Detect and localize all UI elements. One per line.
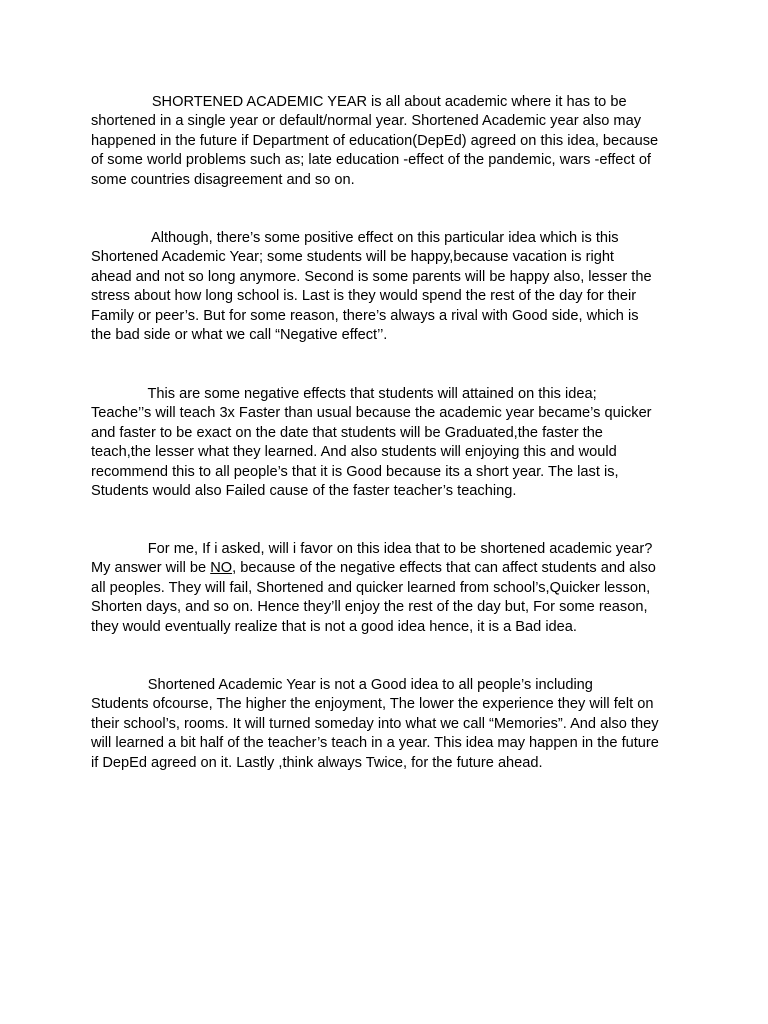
- paragraph-line: For me, If i asked, will i favor on this idea that to be shortened academic year?: [91, 541, 653, 557]
- paragraph-positive-effects: [91, 229, 681, 345]
- paragraph-negative-effects: [91, 385, 681, 501]
- paragraph-line: teach,the lesser what they learned. And also students will enjoying this and would: [91, 444, 617, 461]
- paragraph-line: This are some negative effects that students will attained on this idea;: [91, 386, 597, 402]
- paragraph-conclusion: [91, 676, 681, 773]
- answer-no-underlined: NO: [210, 560, 233, 577]
- paragraph-line: Teache’’s will teach 3x Faster than usual because the academic year became’s quicker: [91, 405, 652, 422]
- paragraph-line: will learned a bit half of the teacher’s teach in a year. This idea may happen in the future: [91, 735, 659, 752]
- paragraph-line: stress about how long school is. Last is they would spend the rest of the day for their: [91, 288, 637, 305]
- paragraph-line: the bad side or what we call “Negative effect’’.: [91, 327, 388, 344]
- paragraph-line: Although, there’s some positive effect on this particular idea which is this: [91, 230, 619, 246]
- paragraph-line: Students would also Failed cause of the faster teacher’s teaching.: [91, 483, 517, 500]
- paragraph-line: if DepEd agreed on it. Lastly ,think always Twice, for the future ahead.: [91, 754, 543, 771]
- paragraph-line: some countries disagreement and so on.: [91, 171, 355, 188]
- paragraph-opinion: [91, 540, 681, 637]
- paragraph-line: shortened in a single year or default/normal year. Shortened Academic year also may: [91, 113, 642, 130]
- answer-trailing-text: , because of the negative effects that can affect students and also: [232, 560, 656, 577]
- paragraph-line: Shortened Academic Year; some students will be happy,because vacation is right: [91, 249, 614, 266]
- paragraph-line: Shorten days, and so on. Hence they’ll enjoy the rest of the day but, For some reason,: [91, 599, 648, 616]
- paragraph-line: they would eventually realize that is not a good idea hence, it is a Bad idea.: [91, 618, 577, 635]
- paragraph-line: happened in the future if Department of education(DepEd) agreed on this idea, because: [91, 132, 659, 149]
- paragraph-introduction: [91, 93, 681, 190]
- paragraph-line: recommend this to all people’s that it is Good because its a short year. The last is,: [91, 463, 619, 480]
- paragraph-line: and faster to be exact on the date that students will be Graduated,the faster the: [91, 424, 603, 441]
- paragraph-line: Family or peer’s. But for some reason, there’s always a rival with Good side, which is: [91, 307, 639, 324]
- paragraph-line: SHORTENED ACADEMIC YEAR is all about academic where it has to be: [91, 94, 627, 110]
- answer-lead-text: My answer will be: [91, 560, 211, 577]
- paragraph-line: their school’s, rooms. It will turned someday into what we call “Memories”. And also they: [91, 715, 659, 732]
- paragraph-line: all peoples. They will fail, Shortened and quicker learned from school’s,Quicker lesson,: [91, 579, 651, 596]
- paragraph-line: [91, 559, 681, 578]
- paragraph-line: Shortened Academic Year is not a Good idea to all people’s including: [91, 677, 593, 693]
- paragraph-line: ahead and not so long anymore. Second is some parents will be happy also, lesser the: [91, 268, 652, 285]
- paragraph-line: Students ofcourse, The higher the enjoyment, The lower the experience they will felt on: [91, 696, 654, 713]
- paragraph-line: of some world problems such as; late education -effect of the pandemic, wars -effect of: [91, 152, 651, 169]
